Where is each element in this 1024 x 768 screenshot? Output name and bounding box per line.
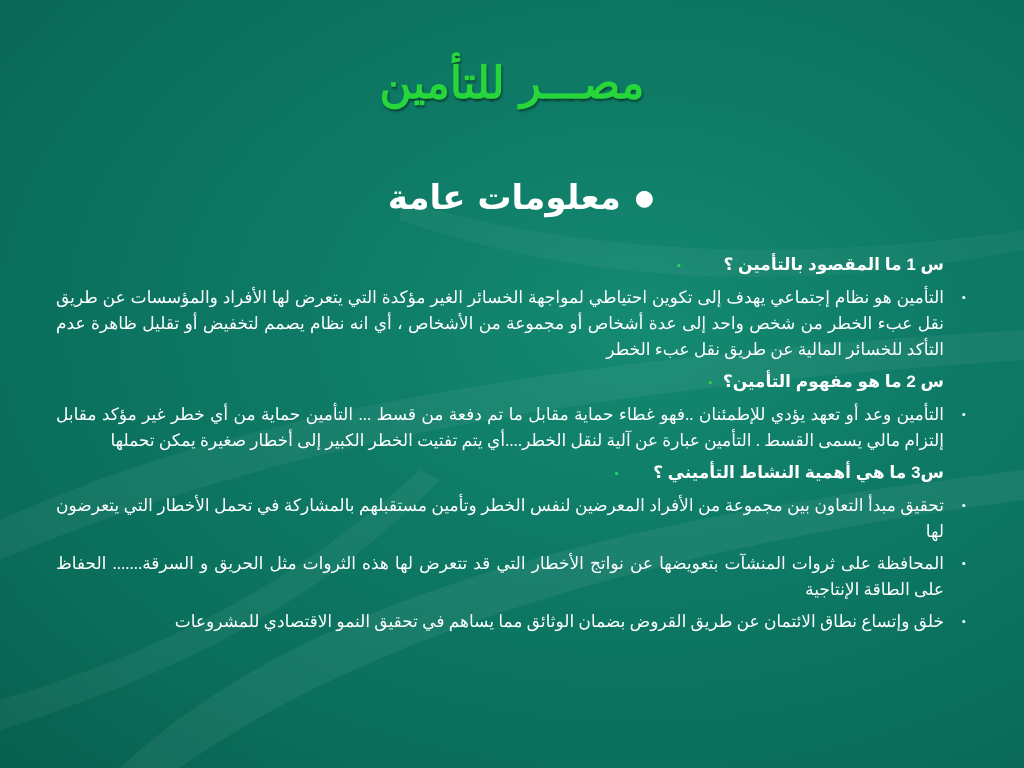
subtitle-text: معلومات عامة [387, 178, 621, 218]
slide-title: مصـــر للتأمين [379, 58, 645, 109]
answer-text: التأمين وعد أو تعهد يؤدي للإطمئنان ..فهو غطاء حماية مقابل ما تم دفعة من قسط ... التأمين حماية من أي خطر غير مؤكد مقابل إلتزام مالي يسمى القسط . التأمين عبارة عن آلية لنقل الخطر....أي يتم تفتيت الخطر الكبير إلى أخطار صغيرة يمكن تحملها [56, 405, 944, 450]
bullet-icon: • [961, 498, 966, 513]
bullet-icon: ● [634, 185, 654, 211]
bullet-icon: • [961, 290, 966, 305]
question-row [56, 369, 966, 396]
question-row [56, 252, 966, 279]
bullet-icon: • [961, 614, 966, 629]
question-text: س 2 ما هو مفهوم التأمين؟ [722, 372, 944, 391]
bullet-icon: • [614, 466, 619, 481]
answer-row [56, 609, 966, 635]
question-text: س3 ما هي أهمية النشاط التأميني ؟ [653, 463, 944, 482]
slide-body [56, 252, 966, 641]
answer-row [56, 402, 966, 454]
answer-text: تحقيق مبدأ التعاون بين مجموعة من الأفراد المعرضين لنفس الخطر وتأمين مستقبلهم بالمشاركة في تحمل الأخطار التي يتعرضون لها [56, 496, 944, 541]
slide-subtitle [388, 178, 654, 218]
bullet-icon: • [708, 375, 713, 390]
bullet-icon: • [676, 258, 682, 273]
answer-row [56, 285, 966, 363]
answer-text: المحافظة على ثروات المنشآت بتعويضها عن نواتج الأخطار التي قد تتعرض لها هذه الثروات مثل الحريق و السرقة....... الحفاظ على الطاقة الإنتاجية [56, 554, 944, 599]
question-text: س 1 ما المقصود بالتأمين ؟ [723, 255, 944, 274]
answer-row [56, 493, 966, 545]
bullet-icon: • [961, 556, 966, 571]
bullet-icon: • [961, 407, 966, 422]
question-row [56, 460, 966, 487]
answer-text: خلق وإتساع نطاق الائتمان عن طريق القروض بضمان الوثائق مما يساهم في تحقيق النمو الاقتصادي للمشروعات [174, 612, 944, 631]
answer-row [56, 551, 966, 603]
answer-text: التأمين هو نظام إجتماعي يهدف إلى تكوين احتياطي لمواجهة الخسائر الغير مؤكدة التي يتعرض لها الأفراد والمؤسسات عن طريق نقل عبء الخطر من شخص واحد إلى عدة أشخاص أو مجموعة من الأشخاص ، أي انه نظام يصمم لتخفيض أو تقليل ظاهرة عدم التأكد للخسائر المالية عن طريق نقل عبء الخطر [56, 288, 944, 359]
